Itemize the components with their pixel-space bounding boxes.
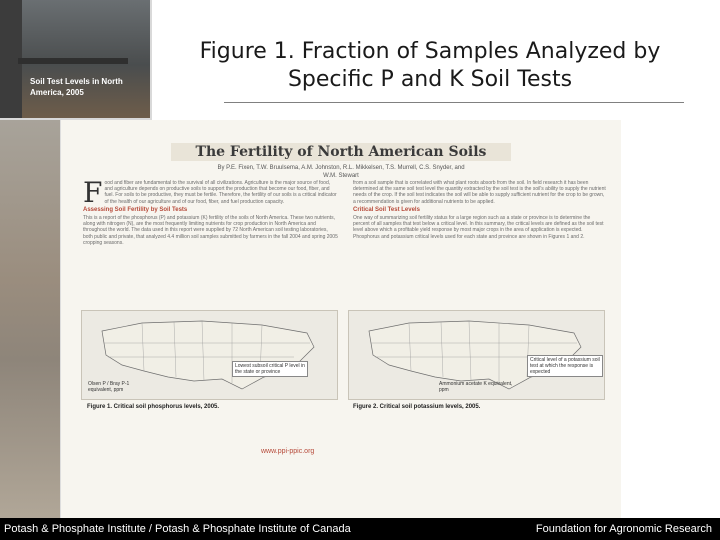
right-col-p1: from a soil sample that is correlated with what plant roots absorb from the soil. In field research it has been determined at the same soil test level the quantity extracted by the soil test is the soil's ability to supply the nutrient needs of the crop. If the soil test indicates the soil will be able to supply sufficient nutrient for the crop to be grown, a recommendation is given for additional nutrients to be applied.: [353, 180, 606, 205]
right-col-p2: One way of summarizing soil fertility status for a large region such as a state or province is to determine the percent of all samples that test below a critical level. In this summary, the critical levels are defined as the soil test level above which a profitable yield response by most major crops in the area of application is expected. Phosphorus and potassium critical levels used for each state and province are shown in Figures 1 and 2.: [353, 215, 604, 240]
person-photo: [0, 120, 60, 520]
fig1-legend: Lowest subsoil critical P level in the state or province: [232, 361, 308, 377]
article-right-column: [353, 180, 608, 302]
footer-left-text: Potash & Phosphate Institute / Potash & Phosphate Institute of Canada: [4, 523, 351, 535]
left-col-p1: ood and fiber are fundamental to the survival of all civilizations. Agriculture is the major source of food, and agriculture depends on productive soils to support the production that become our food, fiber, and fuel. For soils to be productive, they must be fertile. Therefore, the fertility of our soils is a critical indicator of the health of our agriculture and of our food, fiber, and fuel production capacity.: [104, 180, 337, 205]
left-subhead: Assessing Soil Fertility by Soil Tests: [83, 206, 188, 213]
fig2-caption: Figure 2. Critical soil potassium levels, 2005.: [353, 404, 481, 410]
drop-cap: F: [83, 180, 103, 209]
article-left-column: [83, 180, 338, 302]
fig2-legend: Critical level of a potassium soil test at which the response is expected: [527, 355, 603, 377]
article-scan: [60, 120, 621, 530]
field-photo: [0, 0, 150, 118]
article-masthead: The Fertility of North American Soils: [171, 143, 511, 161]
article-url: www.ppi-ppic.org: [261, 448, 315, 455]
sidebar-caption: Soil Test Levels in North America, 2005: [30, 77, 123, 97]
footer-right-text: Foundation for Agronomic Research: [535, 523, 712, 535]
right-subhead: Critical Soil Test Levels: [353, 206, 420, 213]
left-col-p2: This is a report of the phosphorus (P) and potassium (K) fertility of the soils of North America. These two nutrients, along with nitrogen (N), are the most frequently limiting nutrients for crop production in North America and throughout the world. The data used in this report were supplied by 72 North American soil testing laboratories, both public and private, that analyzed 4.4 million soil samples submitted by farmers in the fall 2004 and spring 2005 cropping seasons.: [83, 215, 338, 246]
article-byline: By P.E. Fixen, T.W. Bruulsema, A.M. Johnston, R.L. Mikkelsen, T.S. Murrell, C.S. Snyder, and W.M. Stewart: [217, 165, 465, 179]
slide-title: Figure 1. Fraction of Samples Analyzed by Specific P and K Soil Tests: [199, 39, 661, 92]
title-divider: [224, 102, 684, 103]
map-figure-1: [81, 310, 338, 400]
map-figure-2: [348, 310, 605, 400]
slide-title-block: [160, 38, 700, 94]
footer-bar: [0, 518, 720, 540]
fig1-caption: Figure 1. Critical soil phosphorus levels, 2005.: [87, 404, 220, 410]
fig2-unit-label: Ammonium acetate K equivalent, ppm: [439, 381, 513, 393]
fig1-unit-label: Olsen P / Bray P-1 equivalent, ppm: [88, 381, 130, 393]
